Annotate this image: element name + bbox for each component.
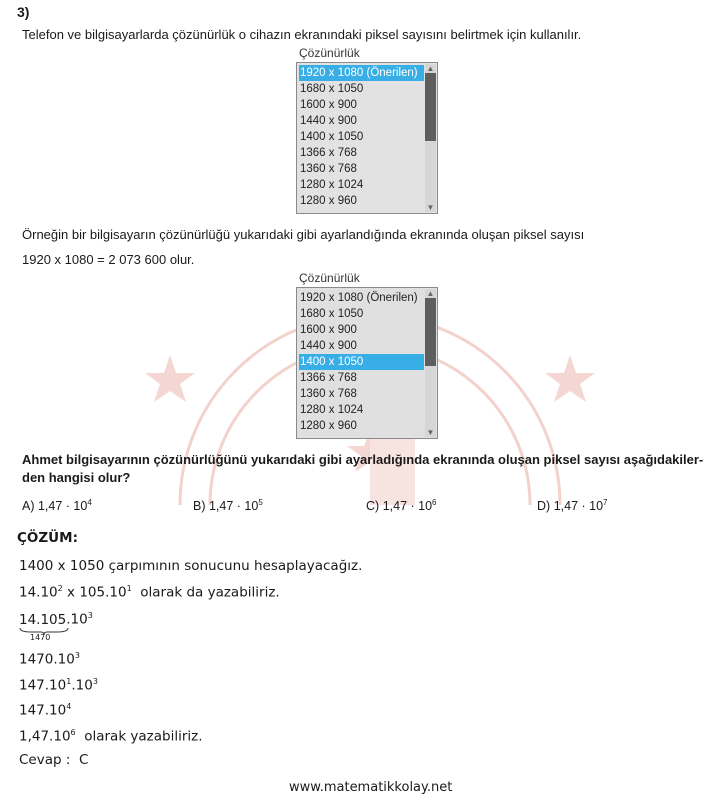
listbox-option[interactable]: 1680 x 1050 [300, 83, 364, 95]
listbox-option[interactable]: 1366 x 768 [300, 147, 357, 159]
choice-value: 1,47 · 10 [37, 499, 88, 514]
intro-text: Telefon ve bilgisayarlarda çözünürlük o cihazın ekranındaki piksel sayısını belirtmek için kullanılır. [22, 27, 582, 42]
solution-line-5 [19, 677, 98, 694]
text: olarak yazabiliriz. [75, 728, 203, 745]
term: .10 [71, 677, 93, 694]
exponent: 3 [74, 651, 80, 660]
choice-letter: C) [366, 499, 380, 514]
listbox-option[interactable]: 1360 x 768 [300, 388, 357, 400]
term: 147.10 [19, 677, 67, 694]
listbox-option[interactable]: 1280 x 960 [300, 420, 357, 432]
answer-line: Cevap : C [19, 752, 89, 768]
exponent: 2 [57, 584, 63, 593]
underbrace-label: 1470 [30, 632, 51, 642]
scroll-down-icon[interactable]: ▼ [426, 428, 435, 437]
choice-value: 1,47 · 10 [208, 499, 259, 514]
choice-value: 1,47 · 10 [553, 499, 604, 514]
scroll-thumb[interactable] [425, 73, 436, 141]
resolution-listbox-1[interactable] [296, 62, 438, 214]
listbox-option[interactable]: 1366 x 768 [300, 372, 357, 384]
scroll-thumb[interactable] [425, 298, 436, 366]
prompt-line-2: den hangisi olur? [22, 470, 131, 485]
scroll-up-icon[interactable]: ▲ [426, 64, 435, 73]
exponent: 4 [66, 702, 72, 711]
listbox-option[interactable]: 1600 x 900 [300, 324, 357, 336]
exponent: 1 [126, 584, 132, 593]
choice-d[interactable] [537, 498, 607, 513]
solution-line-1: 1400 x 1050 çarpımının sonucunu hesaplayacağız. [19, 558, 363, 574]
listbox-option[interactable]: 1280 x 1024 [300, 179, 364, 191]
choice-b[interactable] [193, 498, 263, 513]
listbox-option[interactable]: 1360 x 768 [300, 163, 357, 175]
listbox1-items [299, 65, 424, 209]
listbox1-label: Çözünürlük [299, 46, 360, 60]
listbox-option[interactable]: 1280 x 1024 [300, 404, 364, 416]
text: olarak da yazabiliriz. [131, 584, 280, 601]
example-calc: 1920 x 1080 = 2 073 600 olur. [22, 252, 195, 267]
solution-heading: ÇÖZÜM: [17, 530, 78, 546]
solution-line-4 [19, 651, 80, 668]
solution-line-7 [19, 728, 203, 745]
listbox-option[interactable]: 1400 x 1050 [299, 354, 424, 370]
choice-letter: B) [193, 499, 206, 514]
listbox1-scrollbar[interactable] [425, 64, 436, 212]
term: x 105.10 [62, 584, 127, 601]
solution-line-6 [19, 702, 71, 719]
resolution-listbox-2[interactable] [296, 287, 438, 439]
exponent: 1 [66, 677, 72, 686]
choice-a[interactable] [22, 498, 92, 513]
listbox-option[interactable]: 1400 x 1050 [300, 131, 364, 143]
exponent: 6 [70, 728, 76, 737]
exponent: 3 [87, 611, 93, 620]
choice-exponent: 7 [603, 498, 608, 507]
term: 1,47.10 [19, 728, 71, 745]
listbox-option[interactable]: 1680 x 1050 [300, 308, 364, 320]
term: .10 [66, 611, 88, 628]
choice-exponent: 6 [432, 498, 437, 507]
listbox-option[interactable]: 1280 x 960 [300, 195, 357, 207]
term: 147.10 [19, 702, 67, 719]
listbox-option[interactable]: 1440 x 900 [300, 340, 357, 352]
term: 14.10 [19, 584, 58, 601]
choice-letter: D) [537, 499, 551, 514]
scroll-down-icon[interactable]: ▼ [426, 203, 435, 212]
prompt-line-1: Ahmet bilgisayarının çözünürlüğünü yukarıdaki gibi ayarladığında ekranında oluşan piksel sayısı aşağıdakiler- [22, 452, 704, 467]
example-sentence: Örneğin bir bilgisayarın çözünürlüğü yukarıdaki gibi ayarlandığında ekranında oluşan piksel sayısı [22, 227, 585, 242]
listbox2-label: Çözünürlük [299, 271, 360, 285]
choice-exponent: 4 [87, 498, 92, 507]
listbox-option[interactable]: 1600 x 900 [300, 99, 357, 111]
exponent: 3 [92, 677, 98, 686]
choice-value: 1,47 · 10 [382, 499, 433, 514]
solution-line-2 [19, 584, 280, 601]
scroll-up-icon[interactable]: ▲ [426, 289, 435, 298]
footer-website[interactable]: www.matematikkolay.net [289, 780, 453, 795]
question-number: 3) [17, 4, 30, 20]
choice-c[interactable] [366, 498, 436, 513]
grouped-text: 14.105 [19, 611, 67, 628]
listbox-option[interactable]: 1920 x 1080 (Önerilen) [300, 292, 418, 304]
solution-line-3 [19, 611, 93, 642]
listbox-option[interactable]: 1440 x 900 [300, 115, 357, 127]
listbox-option[interactable]: 1920 x 1080 (Önerilen) [299, 65, 424, 81]
listbox2-scrollbar[interactable] [425, 289, 436, 437]
choice-letter: A) [22, 499, 35, 514]
listbox2-items [299, 290, 424, 434]
term: 1470.10 [19, 651, 75, 668]
choice-exponent: 5 [258, 498, 263, 507]
grouped-product [19, 611, 67, 642]
